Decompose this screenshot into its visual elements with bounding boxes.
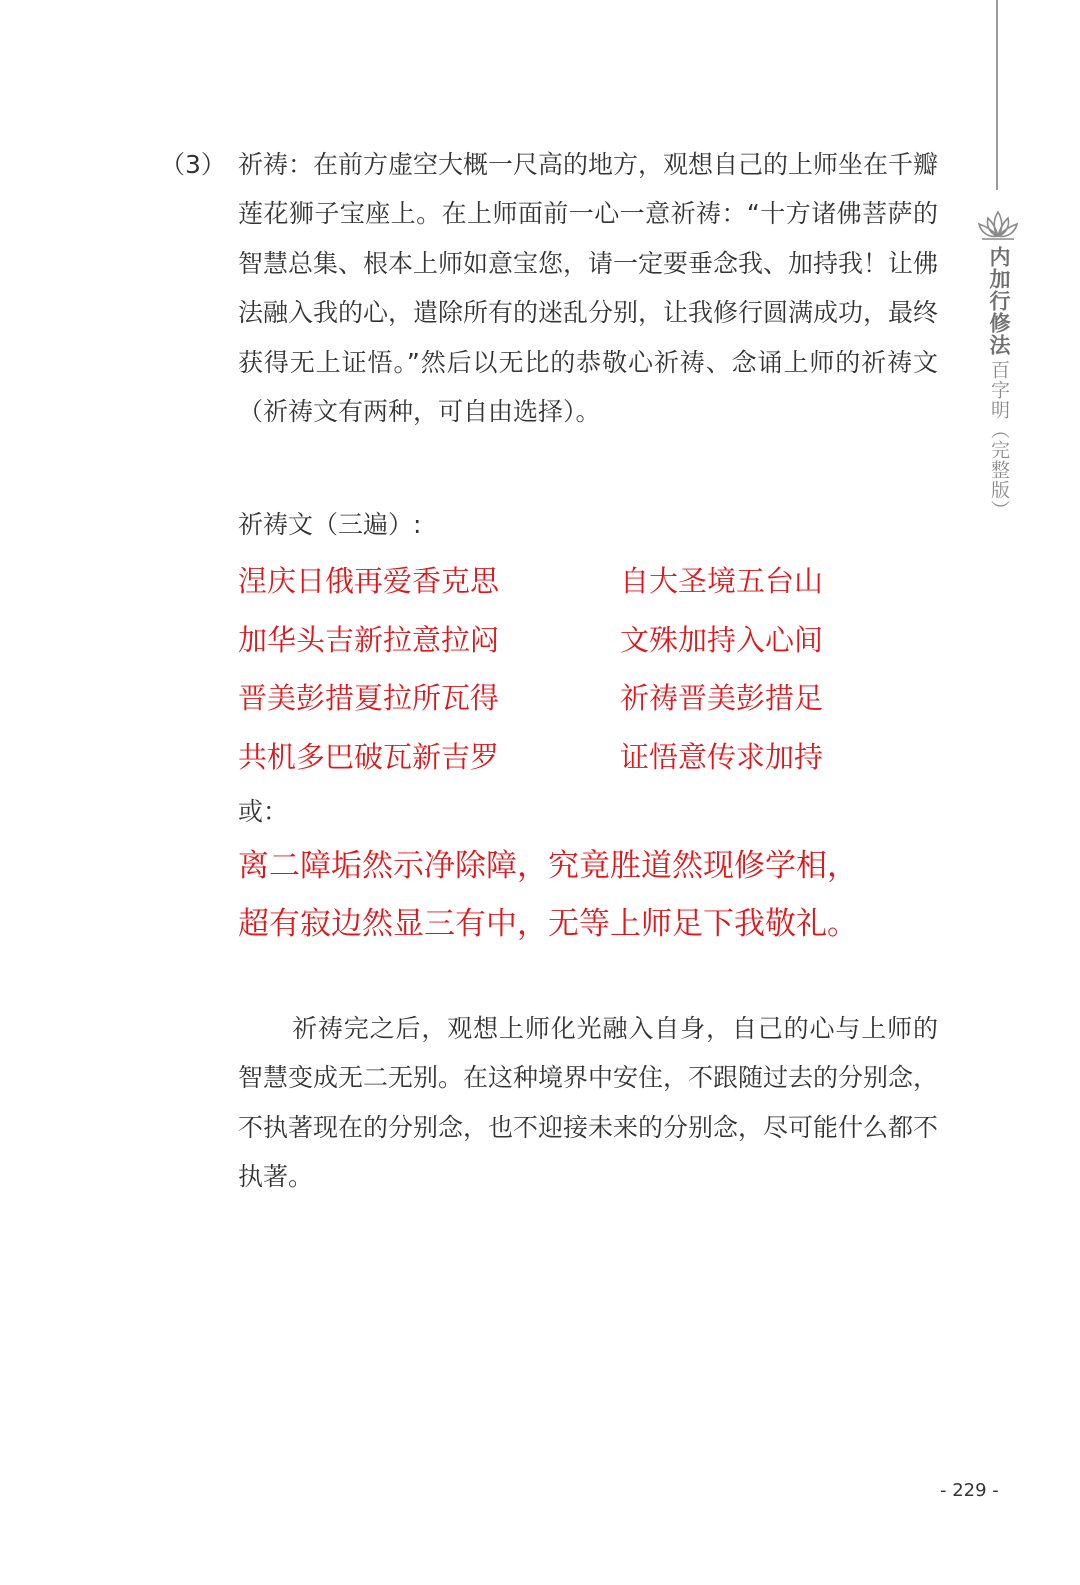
step-number: （3） bbox=[160, 150, 226, 179]
lotus-icon bbox=[976, 208, 1020, 242]
sidebar-title: 内加行修法 bbox=[987, 246, 1012, 356]
margin-rule bbox=[996, 0, 998, 190]
or-label: 或： bbox=[238, 797, 289, 826]
prayer-line-right: 祈祷晋美彭措足 bbox=[620, 681, 824, 715]
prayer-line-left: 涅庆日俄再爱香克思 bbox=[238, 564, 500, 598]
step-paragraph: 祈祷：在前方虚空大概一尺高的地方，观想自己的上师坐在千瓣莲花狮子宝座上。在上师面前一心一意祈祷：“十方诸佛菩萨的智慧总集、根本上师如意宝您，请一定要垂念我、加持我！让佛法融入我的心，遣除所有的迷乱分别，让我修行圆满成功，最终获得无上证悟。”然后以无比的恭敬心祈祷、念诵上师的祈祷文（祈祷文有两种，可自由选择）。 bbox=[238, 150, 939, 427]
page-number: - 229 - bbox=[940, 1480, 999, 1501]
alt-prayer-line: 离二障垢然示净除障，究竟胜道然现修学相， bbox=[238, 848, 858, 884]
sidebar-subtitle: 百字明（完整版） bbox=[988, 360, 1010, 520]
prayer-line-right: 证悟意传求加持 bbox=[620, 740, 824, 774]
prayer-line-left: 共机多巴破瓦新吉罗 bbox=[238, 740, 500, 774]
prayer-heading: 祈祷文（三遍）: bbox=[238, 510, 422, 539]
alt-prayer-line: 超有寂边然显三有中，无等上师足下我敬礼。 bbox=[238, 906, 858, 942]
prayer-line-right: 自大圣境五台山 bbox=[620, 564, 824, 598]
prayer-line-left: 加华头吉新拉意拉闷 bbox=[238, 623, 500, 657]
prayer-line-left: 晋美彭措夏拉所瓦得 bbox=[238, 681, 500, 715]
prayer-line-right: 文殊加持入心间 bbox=[620, 623, 824, 657]
closing-paragraph: 祈祷完之后，观想上师化光融入自身，自己的心与上师的智慧变成无二无别。在这种境界中安住，不跟随过去的分别念，不执著现在的分别念，也不迎接未来的分别念，尽可能什么都不执著。 bbox=[238, 1014, 939, 1191]
